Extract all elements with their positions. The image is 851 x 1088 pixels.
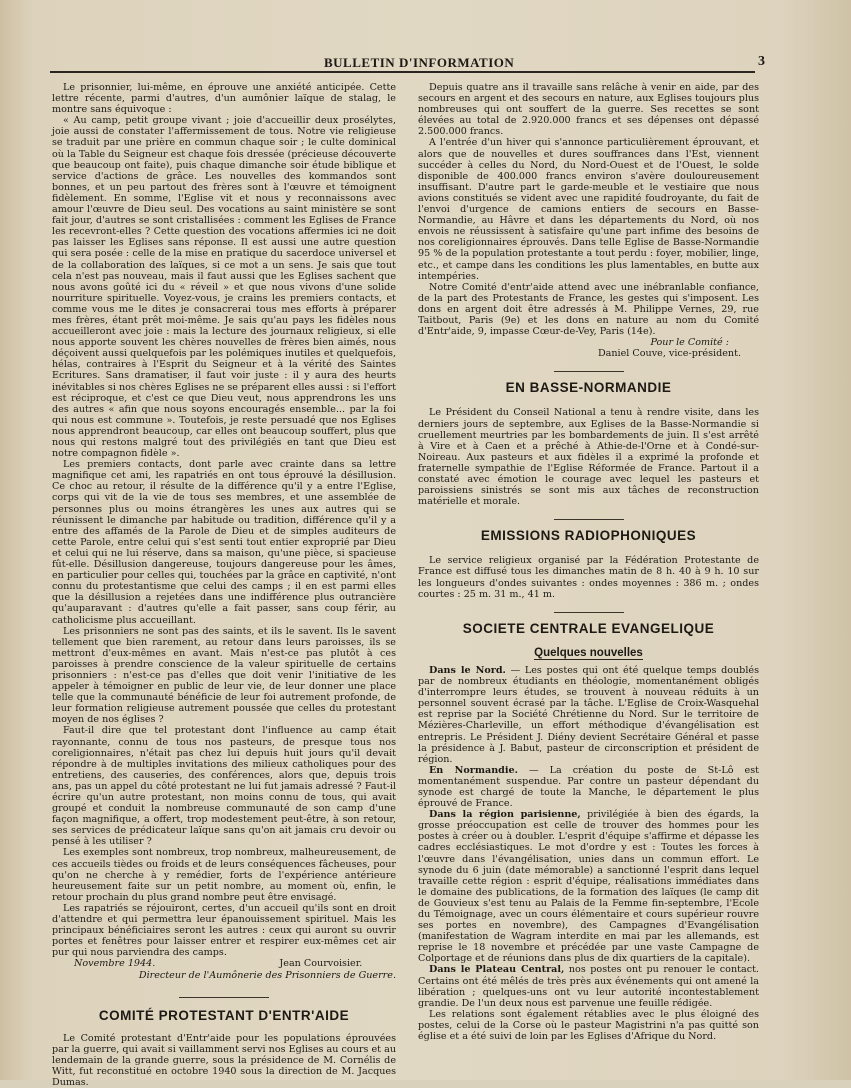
news-item: Dans la région parisienne, privilégiée à bien des égards, la grosse préoccupation est celle de trouver des hommes pour les postes à créer ou à doubler. L'esprit d'équipe s'affirme et dépasse les cadres ecclésiastiques. Le mot d'ordre y est : Toutes les forces à l'œuvre dans l'évangélisation, unies dans un commun effort. Le synode du 6 juin (date mémorable) a sanctionné l'esprit dans lequel travaille cette région : esprit d'équipe, réalisations immédiates dans le domaine des publications, de la formation des laïques (le camp dit de Gouvieux s'est tenu au Palais de la Femme fin-septembre, l'Ecole du Témoignage, avec un cours élémentaire et cours supérieur rouvre ses portes en novembre), des Campagnes d'Evangélisation (manifestation de Wagram interdite en mai par les allemands, est reprise le 18 novembre et précédée par une vaste Campagne de Colportage et de réunions dans plus de dix quartiers de la capitale).: [418, 809, 759, 965]
news-item: Les relations sont également rétablies avec le plus éloigné des postes, celui de la Corse où le pasteur Magistrini n'a pas quitté son église et a été suivi de loin par les Eglises d'Afrique du Nord.: [418, 1008, 759, 1043]
bulletin-title: BULLETIN D'INFORMATION: [324, 55, 515, 70]
paragraph: Depuis quatre ans il travaille sans relâche à venir en aide, par des secours en argent et des secours en nature, aux Eglises toujours plus nombreuses qui ont souffert de la guerre. Ses recettes se sont élevées au total de 2.920.000 francs et ses dépenses ont dépassé 2.500.000 francs.: [418, 82, 759, 138]
paragraph: Le prisonnier, lui-même, en éprouve une anxiété anticipée. Cette lettre récente, parmi d'autres, d'un aumônier laïque de stalag, le montre sans équivoque :: [52, 82, 396, 116]
basse-normandie-title: EN BASSE-NORMANDIE: [505, 380, 672, 396]
page-number: 3: [758, 54, 765, 69]
paragraph: Notre Comité d'entr'aide attend avec une inébranlable confiance, de la part des Protestants de France, les gestes qui s'imposent. Les dons en argent doit être adressés à M. Philippe Vernes, 29, rue Taitbout, Paris (9e) et les dons en nature au nom du Comité d'Entr'aide, 9, impasse Cœur-de-Vey, Paris (14e).: [418, 281, 759, 338]
paragraph: Le Comité protestant d'Entr'aide pour les populations éprouvées par la guerre, qui avait si vaillamment servi nos Eglises au cours et au lendemain de la grande guerre, sous la présidence de M. Cornélis de Witt, fut reconstitué en octobre 1940 sous la direction de M. Jacques Dumas.: [52, 1032, 396, 1088]
signature-role: Directeur de l'Aumônerie des Prisonniers de Guerre.: [138, 969, 396, 981]
paragraph: Les prisonniers ne sont pas des saints, et ils le savent. Ils le savent tellement que bien rarement, au retour dans leurs paroisses, ils se mettront d'eux-mêmes en avant. Mais n'est-ce pas plutôt à ces paroisses à prendre conscience de la valeur spirituelle de certains prisonniers : n'est-ce pas d'elles que doit venir l'initiative de les appeler à témoigner en public de leur vie, de leur donner une place telle que la communauté bénéficie de leur foi autrement profonde, de leur formation religieuse autrement poussée que celles du protestant moyen de nos églises ?: [52, 625, 396, 726]
paragraph: « Au camp, petit groupe vivant ; joie d'accueillir deux prosélytes, joie aussi de constater l'affermissement de tous. Notre vie religieuse se traduit par une prière en commun chaque soir ; le culte dominical où la Table du Seigneur est chaque fois dressée (précieuse découverte que beaucoup ont faite), puis chaque dimanche soir étude biblique et service d'actions de grâce. Les nouvelles des kommandos sont bonnes, et un peu partout des frères sont à l'œuvre et témoignent fidèlement. En somme, l'Eglise vit et nous y reconnaissons avec amour l'œuvre de Dieu seul. Des vocations au saint ministère se sont fait jour, d'autres se sont cristallisées : comment les Eglises de France les recevront-elles ? Cette question des vocations affermies ici ne doit pas laisser les Eglises sans réponse. Il est aussi une autre question qui sera posée : celle de la mise en pratique du sacerdoce universel et de la collaboration des laïques, si ce mot a un sens. Je sais que tout cela n'est pas nouveau, mais il faut aussi que les Eglises sachent que nous avons goûté ici du « réveil » et que nous vivons d'une solide nourriture spirituelle. Voyez-vous, je crains les premiers contacts, et comme vous me le dites je consacrerai tous mes efforts à préparer mes frères, étant prêt moi-même. Je sais qu'au pays les fidèles nous accueilleront avec joie : mais la lecture des journaux religieux, si elle nous apporte souvent les chères nouvelles de frères bien aimés, nous déçoivent aussi quelquefois par les polémiques inutiles et quelquefois, hélas, contraires à l'Esprit du Seigneur et à la vérité des Saintes Ecritures. Sans dramatiser, il faut voir juste : il y aura des heurts inévitables si nos chères Eglises ne se préparent elles aussi : si l'effort est réciproque, et c'est ce que Dieu veut, nous apprendrons les uns des autres « afin que nous soyons encouragés ensemble... par la foi qui nous est commune ». Toutefois, je reste persuadé que nos Eglises nous apprendront beaucoup, car elles ont beaucoup souffert, plus que nous qui restons malgré tout des privilégiés en tant que Dieu est notre compagnon fidèle ».: [52, 115, 396, 460]
paragraph: Les premiers contacts, dont parle avec crainte dans sa lettre magnifique cet ami, les rapatriés en ont tous éprouvé la désillusion. Ce choc au retour, il résulte de la différence qu'il y a entre l'Eglise, corps qui vit de la vie de tous ses membres, et une assemblée de personnes plus ou moins étrangères les unes aux autres qui se réunissent le dimanche par habitude ou tradition, différence qu'il y a entre des affamés de la Parole de Dieu et de simples auditeurs de cette Parole, entre celui qui s'est senti tout entier exproprié par Dieu et celui qui ne lui réserve, dans sa maison, qu'une pièce, si spacieuse fût-elle. Désillusion dangereuse, toujours dangereuse pour les âmes, en particulier pour celles qui, touchées par la grâce en captivité, n'ont connu du protestantisme que celui des camps ; il en est parmi elles que la désillusion a rejetées dans une indifférence plus outrancière qu'auparavant : d'autres qu'elle a fait passer, sans coup férir, au catholicisme plus accueillant.: [52, 459, 396, 626]
section-rule: [554, 612, 624, 613]
section-rule: [179, 997, 269, 998]
signature-date: Novembre 1944.: [74, 958, 156, 970]
section-rule: [554, 519, 624, 520]
paragraph: Le Président du Conseil National a tenu à rendre visite, dans les derniers jours de septembre, aux Eglises de la Basse-Normandie si cruellement meurtries par les bombardements de juin. Il s'est arrêté à Vire et à Caen et a prêché à Athie-de-l'Orne et à Condé-sur-Noireau. Aux pasteurs et aux fidèles il a exprimé la profonde et fraternelle sympathie de l'Eglise Réformée de France. Partout il a constaté avec émotion le courage avec lequel les pasteurs et paroissiens sinistrés se sont mis aux tâches de reconstruction matérielle et morale.: [418, 407, 759, 508]
comite-sign-label: Pour le Comité :: [650, 337, 729, 349]
sce-subtitle: Quelques nouvelles: [534, 646, 643, 659]
radio-title: EMISSIONS RADIOPHONIQUES: [480, 528, 697, 544]
paragraph: Les rapatriés se réjouiront, certes, d'un accueil qu'ils sont en droit d'attendre et qui permettra leur épanouissement spirituel. Mais les principaux bénéficiaires seront les autres : ceux qui auront su ouvrir portes et fenêtres pour laisser entrer et respirer eux-mêmes cet air pur qui nous parviendra des camps.: [52, 902, 396, 959]
page-header: [50, 54, 765, 73]
right-column: [418, 82, 759, 1042]
paragraph: Faut-il dire que tel protestant dont l'influence au camp était rayonnante, connu de tous nos pasteurs, de presque tous nos coreligionnaires, n'était pas chez lui depuis huit jours qu'il devait répondre à de multiples invitations des milieux catholiques pour des entretiens, des causeries, des conférences, alors que, depuis trois ans, pas un appel du côté protestant ne lui fut jamais adressé ? Faut-il écrire qu'un autre protestant, non moins connu de tous, qui avait groupé et conduit la nombreuse communauté de son camp d'une façon magnifique, a offert, trop modestement peut-être, à son retour, ses services de prédicateur laïque sans qu'on ait jamais cru devoir ou pensé à les utiliser ?: [52, 725, 396, 848]
news-item: Dans le Plateau Central, nos postes ont pu renouer le contact. Certains ont été mêlés de très près aux événements qui ont amené la libération ; quelques-uns ont vu leur autorité incontestablement grandie. De l'un deux nous est parvenue une feuille rédigée.: [418, 964, 759, 1009]
signature-line: [52, 958, 396, 969]
section-rule: [554, 371, 624, 372]
news-item: En Normandie. — La création du poste de St-Lô est momentanément suspendue. Par contre un pasteur dépendant du synode est chargé de toute la Manche, le département le plus éprouvé de France.: [418, 764, 759, 810]
sce-title: SOCIETE CENTRALE EVANGELIQUE: [462, 620, 715, 636]
left-column: [52, 82, 396, 1088]
paragraph: Les exemples sont nombreux, trop nombreux, malheureusement, de ces accueils tièdes ou froids et de leurs conséquences fâcheuses, pour qu'on ne cherche à y remédier, forts de l'expérience antérieure heureusement faite sur un petit nombre, au moment où, enfin, le retour prochain du plus grand nombre peut être envisagé.: [52, 847, 396, 903]
paragraph: A l'entrée d'un hiver qui s'annonce particulièrement éprouvant, et alors que de nouvelles et dures souffrances dans l'Est, viennent succéder à celles du Nord, du Nord-Ouest et de l'Ouest, le solde disponible de 400.000 francs environ s'avère douloureusement insuffisant. D'autre part le garde-meuble et le vestiaire que nous avions constitués se vident avec une rapidité foudroyante, du fait de l'envoi d'urgence de camions entiers de secours en Basse-Normandie, au Hâvre et dans les départements du Nord, où nos envois ne réussissent à satisfaire qu'une part infime des besoins de nos coreligionnaires éprouvés. Dans telle Eglise de Basse-Normandie 95 % de la population protestante a tout perdu : foyer, mobilier, linge, etc., et campe dans les conditions les plus lamentables, en butte aux intempéries.: [418, 137, 759, 282]
paragraph: Le service religieux organisé par la Fédération Protestante de France est diffusé tous les dimanches matin de 8 h. 40 à 9 h. 10 sur les longueurs d'ondes suivantes : ondes moyennes : 386 m. ; ondes courtes : 25 m. 31 m., 41 m.: [418, 555, 759, 600]
news-item: Dans le Nord. — Les postes qui ont été quelque temps doublés par de nombreux étudiants en théologie, momentanément obligés d'interrompre leurs études, se trouvent à nouveau réduits à un personnel souvent écrasé par la tâche. L'Eglise de Croix-Wasquehal est reprise par la Société Chrétienne du Nord. Sur le territoire de Mézières-Charleville, un effort méthodique d'évangélisation est entrepris. Le Président J. Diény devient Secrétaire Général et passe la présidence à J. Babut, pasteur de circonscription et président de région.: [418, 664, 759, 765]
signature-name: Jean Courvoisier.: [279, 958, 363, 970]
comite-title: COMITÉ PROTESTANT D'ENTR'AIDE: [98, 1007, 350, 1023]
comite-sign-name: Daniel Couve, vice-président.: [597, 348, 741, 360]
